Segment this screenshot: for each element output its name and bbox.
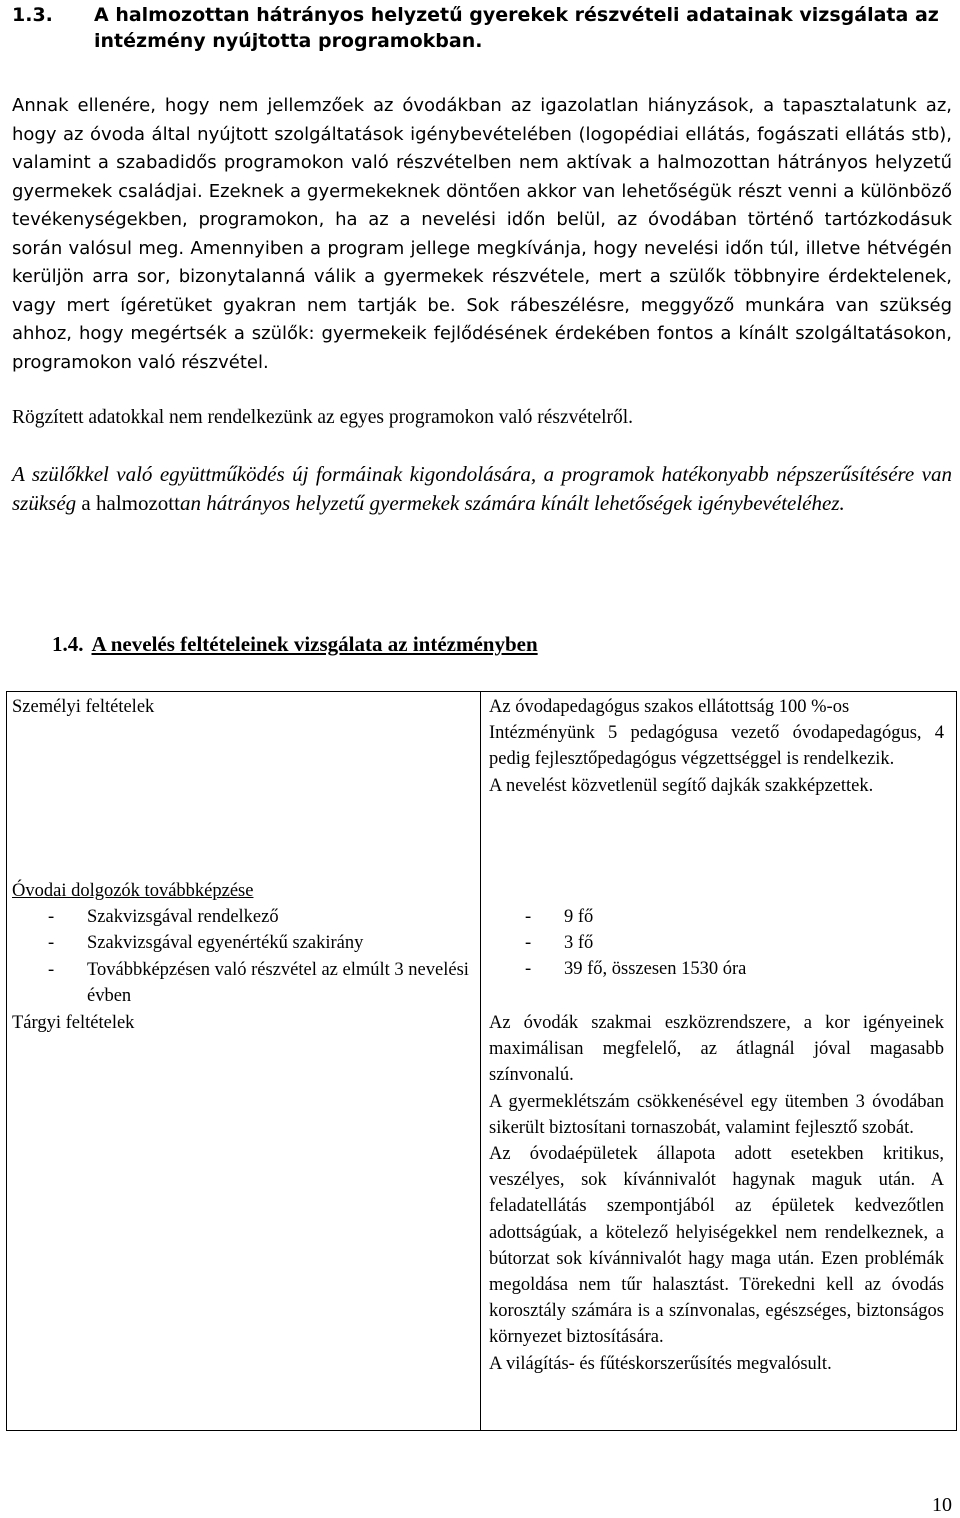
personal-line: A nevelést közvetlenül segítő dajkák szakképzettek. (489, 775, 874, 796)
material-line: Az óvodák szakmai eszközrendszere, a kor igényeinek maximálisan megfelelő, az átlagnál jóval magasabb színvonalú. (489, 1013, 944, 1086)
list-item: - 39 fő, összesen 1530 óra (525, 959, 747, 980)
table-border-right (956, 691, 957, 1431)
section-number: 1.4. (52, 632, 84, 656)
material-line: A gyermeklétszám csökkenésével egy ütemben 3 óvodában sikerült biztosítani tornaszobát, valamint fejlesztő szobát. (489, 1091, 944, 1138)
cell-material-content (489, 1010, 944, 1377)
section-number: 1.3. (12, 4, 53, 26)
list-item: - 3 fő (525, 933, 594, 954)
cell-training (12, 878, 472, 1009)
section-heading-1-4 (52, 630, 538, 658)
material-line: A világítás- és fűtéskorszerűsítés megvalósult. (489, 1353, 832, 1374)
list-item: - Szakvizsgával rendelkező (48, 907, 279, 928)
training-list (12, 904, 472, 1009)
section-title: A halmozottan hátrányos helyzetű gyerekek részvételi adatainak vizsgálata az intézmény nyújtotta programokban. (94, 4, 939, 52)
table-border-top (6, 691, 957, 692)
list-item: - Továbbképzésen való részvétel az elmúlt 3 nevelési évben (48, 959, 469, 1006)
cell-personal-heading (12, 694, 472, 720)
normal-part: a halmozott (76, 491, 180, 515)
cell-material-heading (12, 1010, 472, 1036)
italic-part-2: an hátrányos helyzetű gyermekek számára kínált lehetőségek igénybevételéhez. (179, 491, 845, 515)
personal-line: Intézményünk 5 pedagógusa vezető óvodapedagógus, 4 pedig fejlesztőpedagógus végzettséggel is rendelkezik. (489, 723, 944, 770)
table-border-left (6, 691, 7, 1431)
section-heading-1-3 (12, 2, 942, 54)
table-column-divider (480, 691, 481, 1431)
paragraph-data: Rögzített adatokkal nem rendelkezünk az egyes programokon való részvételről. (12, 407, 634, 428)
cell-training-values (489, 904, 944, 983)
personal-line: Az óvodapedagógus szakos ellátottság 100 %-os (489, 697, 850, 717)
paragraph-italic (12, 460, 952, 518)
training-values (489, 904, 944, 983)
italic-part-1: A szülőkkel való együttműködés új formáinak kigondolására, a programok hatékonyabb népszerűsítésére van szükség (12, 462, 952, 515)
section-title: A nevelés feltételeinek vizsgálata az intézményben (91, 632, 538, 656)
material-line: Az óvodaépületek állapota adott esetekben kritikus, veszélyes, sok kívánnivalót hagynak maguk után. A feladatellátás szempontjából az épületek kedvezőtlen adottságúak, a kötelező helyiségekkel nem rendelkeznek, a bútorzat sok kívánnivalót hagy maga után. Ezen problémák megoldása nem tűr halasztást. Törekedni kell az óvodás korosztály számára is a színvonalas, egészséges, biztonságos környezet biztosítására. (489, 1144, 944, 1348)
cell-personal-content (489, 694, 944, 799)
paragraph-main: Annak ellenére, hogy nem jellemzőek az óvodákban az igazolatlan hiányzások, a tapasztalatunk az, hogy az óvoda által nyújtott szolgáltatások igénybevételében (logopédiai ellátás, fogászati ellátás stb), valamint a szabadidős programokon való részvételben nem aktívak a halmozottan hátrányos helyzetű gyermekek családjai. Ezeknek a gyermekeknek döntően akkor van lehetőségük részt venni a különböző tevékenységekben, programokon, ha az a nevelési időn belül, az óvodában történő tartózkodásuk során valósul meg. Amennyiben a program jellege megkívánja, hogy nevelési időn túl, illetve hétvégén kerüljön arra sor, bizonytalanná válik a gyermekek részvétele, mert a szülők többnyire érdektelenek, vagy mert ígéretüket gyakran nem tartják be. Sok rábeszélésre, meggyőző munkára van szükség ahhoz, hogy megértsék a szülők: gyermekeik fejlődésének érdekében fontos a kínált szolgáltatásokon, programokon való részvétel. (12, 95, 952, 373)
list-item: - 9 fő (525, 907, 594, 927)
material-heading: Tárgyi feltételek (12, 1013, 135, 1033)
training-heading: Óvodai dolgozók továbbképzése (12, 881, 254, 901)
table-border-bottom (6, 1430, 957, 1431)
page-number: 10 (932, 1494, 952, 1516)
personal-heading: Személyi feltételek (12, 697, 155, 717)
list-item: - Szakvizsgával egyenértékű szakirány (48, 933, 364, 954)
